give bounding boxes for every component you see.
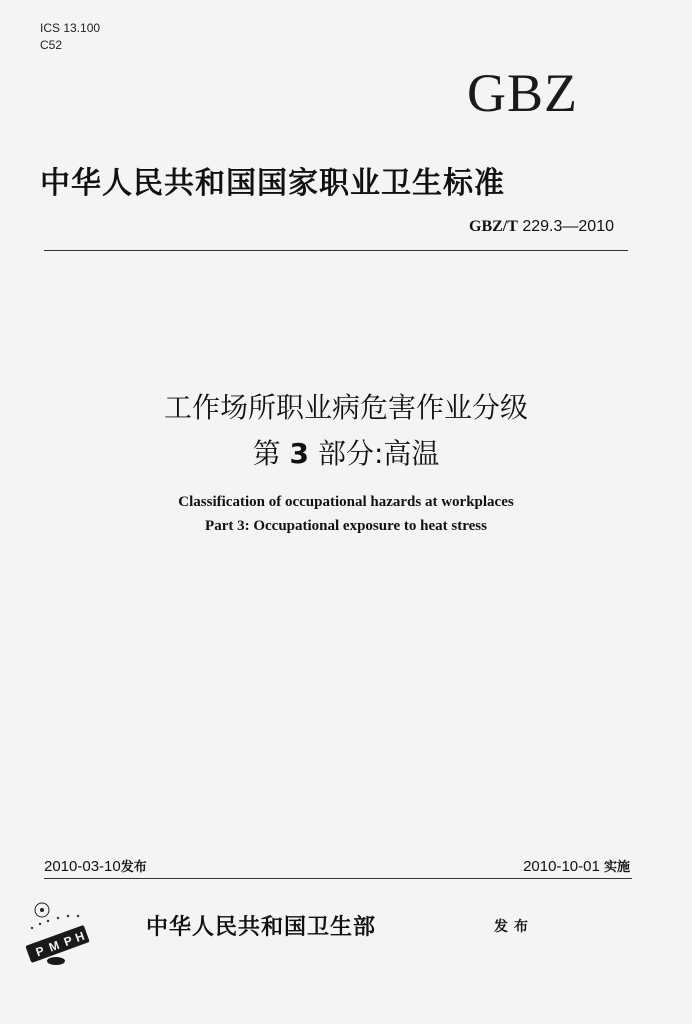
ccs-code: C52	[40, 38, 63, 52]
implementation-date-value: 2010-10-01	[523, 858, 600, 875]
title-zh-part-number: 3	[289, 437, 310, 470]
title-zh-part-suffix: 部分:高温	[317, 437, 440, 470]
standard-number-value: 229.3—2010	[522, 218, 614, 235]
organization-title: 中华人民共和国国家职业卫生标准	[40, 166, 505, 201]
standard-code-logo: GBZ	[467, 63, 578, 123]
issue-date-value: 2010-03-10	[44, 858, 121, 875]
logo-letter-p1: P	[33, 943, 47, 960]
title-en-line2: Part 3: Occupational exposure to heat stress	[205, 518, 487, 534]
ics-classification	[40, 20, 100, 54]
ics-code: ICS 13.100	[40, 21, 101, 35]
logo-letter-p2: P	[62, 933, 75, 950]
logo-letter-h: H	[73, 928, 87, 945]
implementation-date-label: 实施	[603, 860, 630, 875]
issuing-action: 发布	[494, 919, 534, 935]
title-zh-part-prefix: 第	[252, 437, 281, 470]
title-zh-line2	[0, 432, 692, 472]
pmph-publisher-logo-icon	[18, 898, 102, 968]
top-divider	[44, 250, 628, 251]
standard-number	[469, 218, 614, 236]
issue-date	[44, 856, 147, 875]
logo-letter-m: M	[47, 937, 62, 955]
standard-number-prefix: GBZ/T	[469, 218, 518, 235]
issuing-authority: 中华人民共和国卫生部	[146, 914, 377, 940]
bottom-divider	[44, 878, 632, 879]
title-en-line1: Classification of occupational hazards at workplaces	[178, 494, 514, 510]
title-zh-line1: 工作场所职业病危害作业分级	[163, 391, 528, 424]
implementation-date	[523, 856, 630, 875]
issue-date-label: 发布	[120, 860, 147, 875]
